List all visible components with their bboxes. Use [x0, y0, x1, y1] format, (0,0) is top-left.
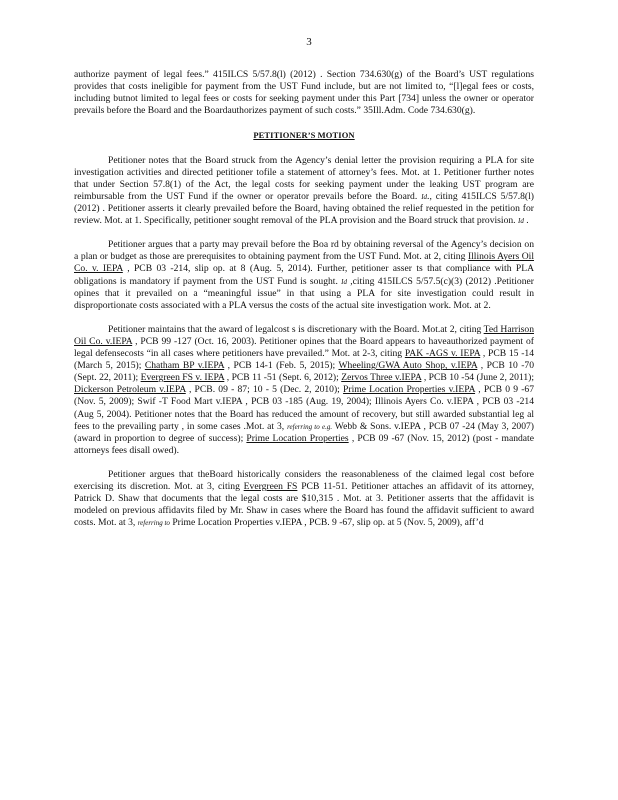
id-citation: Id: [518, 217, 524, 226]
text-run: Prime Location Properties v.IEPA , PCB. 9 -67, slip op. at 5 (Nov. 5, 2009), aff’d: [169, 517, 484, 529]
case-name: Zervos Three v.IEPA: [341, 372, 422, 384]
id-citation: Id: [421, 192, 428, 201]
text-run: authorize payment of legal fees.” 415ILCS 5/57.8(l) (2012) . Section 734.630(g) of the Board’s UST regulations provides that costs ineligible for payment from the UST Fund include, but are not limited to, “[l]egal fees or costs, including butnot limited to legal fees or costs for seeking payment under this Part [734] unless the owner or operator prevails before the Board and the Boardauthorizes payment of such costs.” 35Ill.Adm. Code 734.630(g).: [74, 69, 534, 117]
text-run: .: [523, 215, 529, 227]
referring-to: referring to e.g.: [287, 422, 333, 431]
paragraph-argues-prevail: [74, 239, 534, 312]
document-body: [74, 69, 534, 542]
text-run: PCB 11-51. Petitioner attaches an affidavit of its attorney, Patrick D. Shaw that documents that the legal costs are $10,315 . Mot. at 3. Petitioner asserts that the affidavit is modeled on previous affidavits filed by Mr. Shaw in cases where the Board has found the affidavit sufficient to award costs. Mot. at 3,: [74, 481, 534, 529]
text-run: , PCB. 09 - 87; 10 - 5 (Dec. 2, 2010);: [185, 384, 344, 396]
paragraph-reasonableness: [74, 469, 534, 529]
heading-text: PETITIONER’S MOTION: [253, 130, 355, 141]
case-name: Prime Location Properties: [246, 432, 349, 444]
case-name: Illinois Ayers Oil Co. v. IEPA: [74, 251, 534, 275]
text-run: , PCB 10 -54 (June 2, 2011);: [421, 372, 535, 384]
id-citation: Id: [341, 277, 347, 286]
case-name: Ted Harrison Oil Co. v.IEPA: [74, 323, 534, 347]
case-name: PAK -AGS v. IEPA: [404, 348, 481, 360]
text-run: Petitioner argues that theBoard historically considers the reasonableness of the claimed legal cost before exercising its discretion. Mot. at 3, citing: [74, 469, 534, 493]
paragraph-statute: [74, 69, 534, 117]
referring-to: referring to: [137, 519, 170, 528]
case-name: Chatham BP v.IEPA: [144, 360, 225, 372]
text-run: , PCB 15 -14 (March 5, 2015);: [74, 348, 534, 372]
case-name: Prime Location Properties v.IEPA: [343, 384, 476, 396]
text-run: ,citing 415ILCS 5/57.5(c)(3) (2012) .Petitioner opines that it prevailed on a “meaningful issue” in that using a PLA for site investigation could result in disproportionate costs associated with a PLA versus the costs of the actual site investigation work. Mot. at 2.: [74, 275, 534, 311]
text-run: , PCB 03 -214, slip op. at 8 (Aug. 5, 2014). Further, petitioner asser ts that compliance with PLA obligations is mandatory if payment from the UST Fund is sought.: [74, 263, 535, 287]
page-number: 3: [306, 36, 312, 48]
paragraph-notes: [74, 155, 534, 228]
text-run: , PCB 14-1 (Feb. 5, 2015);: [224, 360, 339, 372]
text-run: , PCB 10 -70 (Sept. 22, 2011);: [74, 360, 535, 384]
text-run: Petitioner notes that the Board struck from the Agency’s denial letter the provision requiring a PLA for site investigation activities and directed petitioner tofile a statement of attorney’s fees. Mot. at 1. Petitioner further notes that under Section 57.8(1) of the Act, the legal costs for seeking payment under the leaking UST program are reimbursable from the UST Fund if the owner or operator prevails before the Board.: [74, 154, 534, 202]
text-run: Petitioner maintains that the award of legalcost s is discretionary with the Board. Mot.at 2, citing: [108, 323, 484, 335]
text-run: , PCB 99 -127 (Oct. 16, 2003). Petitioner opines that the Board appears to haveauthorized payment of legal defensecosts “in all cases where petitioners have prevailed.” Mot. at 2-3, citing: [74, 335, 534, 360]
section-heading: [74, 129, 534, 141]
case-name: Evergreen FS: [243, 481, 298, 493]
paragraph-discretionary: [74, 324, 534, 457]
text-run: Petitioner argues that a party may prevail before the Boa rd by obtaining reversal of the Agency’s decision on a plan or budget as those are prerequisites to obtaining payment from the UST Fund. Mot. at 2, citing: [74, 239, 534, 263]
text-run: , PCB 11 -51 (Sept. 6, 2012);: [224, 372, 342, 384]
text-run: , PCB 09 -67 (Nov. 15, 2012) (post - mandate attorneys fees disall owed).: [74, 432, 534, 456]
case-name: Evergreen FS v. IEPA: [140, 372, 225, 384]
text-run: , PCB 0 9 -67 (Nov. 5, 2009); Swif -T Food Mart v.IEPA , PCB 03 -185 (Aug. 19, 2004); Illinois Ayers Co. v.IEPA , PCB 03 -214 (Aug 5, 2004). Petitioner notes that the Board has reduced the amount of recovery, but still awarded substantial leg al fees to the prevailing party , in some cases .Mot. at 3,: [74, 384, 534, 432]
text-run: ., citing 415ILCS 5/57.8(l) (2012) . Petitioner asserts it clearly prevailed before the Board, having obtained the relief requested in the petition for review. Mot. at 1. Specifically, petitioner sought removal of the PLA provision and the Board struck that provision.: [74, 190, 534, 227]
text-run: Webb & Sons. v.IEPA , PCB 07 -24 (May 3, 2007) (award in proportion to degree of success);: [74, 420, 534, 444]
case-name: Wheeling/GWA Auto Shop, v.IEPA: [338, 360, 478, 372]
case-name: Dickerson Petroleum v.IEPA: [74, 384, 186, 396]
